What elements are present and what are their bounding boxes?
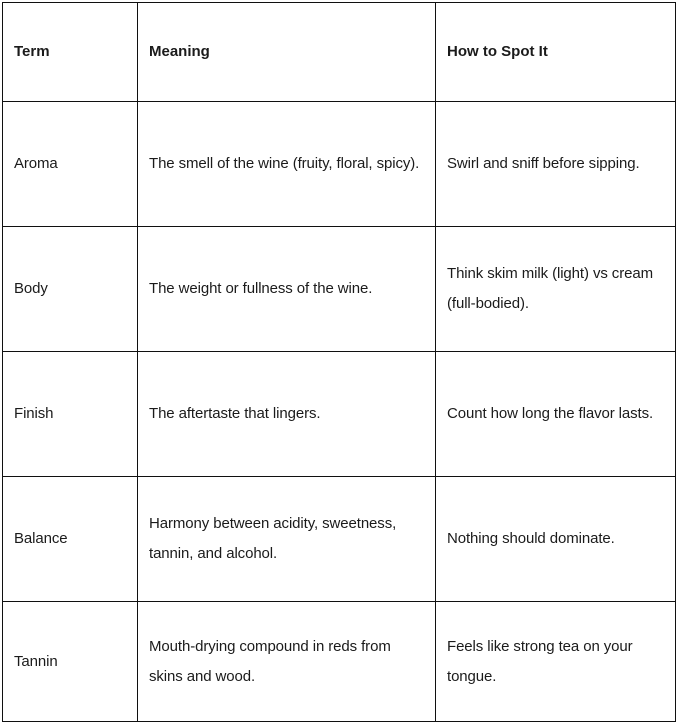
table-row bbox=[3, 602, 676, 722]
cell-meaning bbox=[138, 352, 436, 477]
how-to-spot-it-value: Nothing should dominate. bbox=[447, 530, 615, 547]
table-body bbox=[3, 102, 676, 722]
cell-term bbox=[3, 227, 138, 352]
term-value: Balance bbox=[14, 530, 68, 547]
cell-term bbox=[3, 602, 138, 722]
meaning-value: The smell of the wine (fruity, floral, spicy). bbox=[149, 155, 420, 172]
cell-meaning bbox=[138, 102, 436, 227]
cell-how-to-spot-it bbox=[436, 477, 676, 602]
column-header-how-to-spot-it-label: How to Spot It bbox=[447, 43, 548, 60]
cell-term bbox=[3, 102, 138, 227]
cell-term bbox=[3, 352, 138, 477]
term-value: Tannin bbox=[14, 652, 58, 670]
meaning-value: The weight or fullness of the wine. bbox=[149, 280, 373, 297]
cell-how-to-spot-it bbox=[436, 602, 676, 722]
column-header-term-label: Term bbox=[14, 43, 50, 60]
table-header-row bbox=[3, 3, 676, 102]
column-header-meaning bbox=[138, 3, 436, 102]
table-row bbox=[3, 352, 676, 477]
cell-meaning bbox=[138, 602, 436, 722]
term-value: Aroma bbox=[14, 155, 58, 172]
table-row bbox=[3, 227, 676, 352]
column-header-meaning-label: Meaning bbox=[149, 43, 210, 60]
meaning-value: The aftertaste that lingers. bbox=[149, 405, 321, 422]
cell-meaning bbox=[138, 477, 436, 602]
term-value: Body bbox=[14, 280, 48, 297]
how-to-spot-it-value: Count how long the flavor lasts. bbox=[447, 405, 654, 422]
meaning-value: Harmony between acidity, sweetness, tannin, and alcohol. bbox=[149, 515, 397, 562]
cell-how-to-spot-it bbox=[436, 102, 676, 227]
table-row bbox=[3, 102, 676, 227]
cell-meaning bbox=[138, 227, 436, 352]
term-value: Finish bbox=[14, 405, 54, 422]
cell-how-to-spot-it bbox=[436, 352, 676, 477]
table-row bbox=[3, 477, 676, 602]
how-to-spot-it-value: Swirl and sniff before sipping. bbox=[447, 155, 640, 172]
cell-how-to-spot-it bbox=[436, 227, 676, 352]
column-header-term bbox=[3, 3, 138, 102]
how-to-spot-it-value: Think skim milk (light) vs cream (full-bodied). bbox=[447, 265, 653, 312]
table-header bbox=[3, 3, 676, 102]
cell-term bbox=[3, 477, 138, 602]
how-to-spot-it-value: Feels like strong tea on your tongue. bbox=[447, 637, 633, 685]
column-header-how-to-spot-it bbox=[436, 3, 676, 102]
meaning-value: Mouth-drying compound in reds from skins and wood. bbox=[149, 637, 391, 685]
wine-terms-table bbox=[2, 2, 676, 722]
